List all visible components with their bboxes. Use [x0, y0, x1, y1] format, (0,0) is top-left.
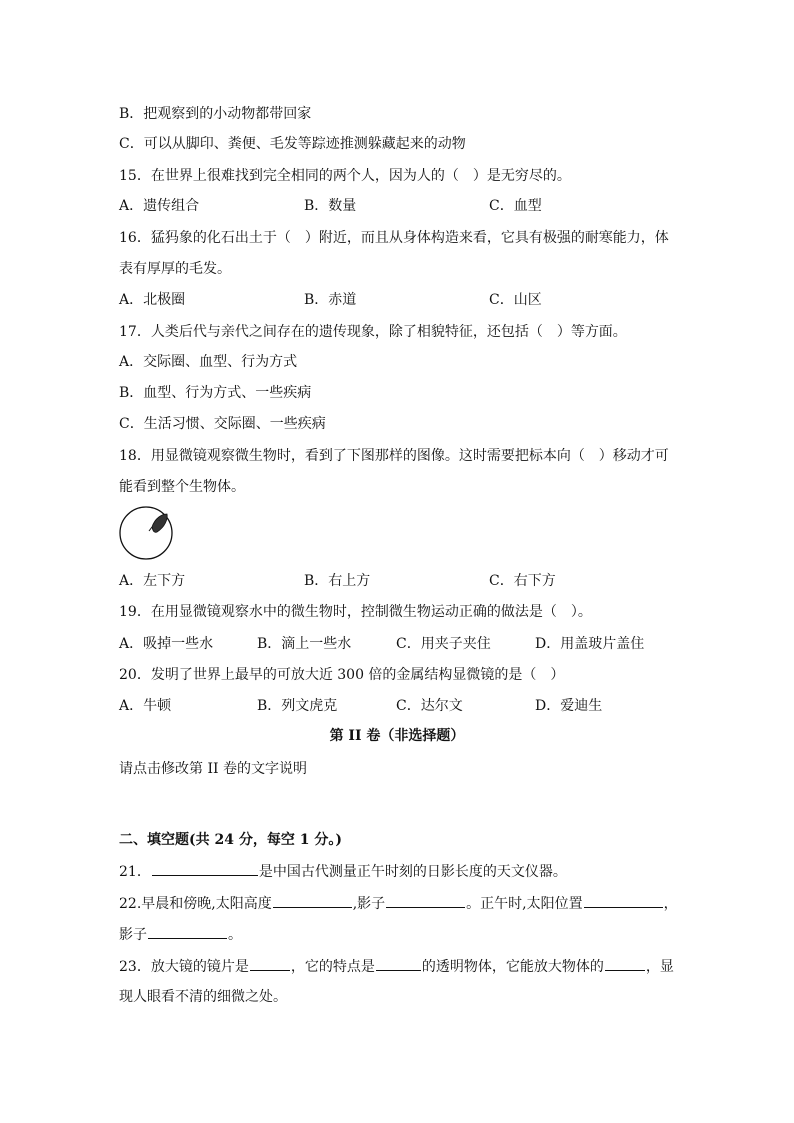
part2-note: 请点击修改第 II 卷的文字说明 [119, 761, 307, 777]
q18-option-b: B．右上方 [304, 573, 371, 589]
q19-option-b: B．滴上一些水 [257, 636, 352, 652]
q22-blank-2[interactable] [386, 893, 465, 908]
q23-line2: 现人眼看不清的细微之处。 [119, 989, 287, 1005]
q19-option-a: A．吸掉一些水 [119, 636, 214, 652]
q23-text-c: 的透明物体，它能放大物体的 [421, 959, 604, 975]
q23-text-b: ，它的特点是 [290, 959, 375, 975]
q18-option-a: A．左下方 [119, 573, 186, 589]
q22-text-f: 。 [228, 927, 242, 943]
q15-stem: 15．在世界上很难找到完全相同的两个人，因为人的（ ）是无穷尽的。 [119, 168, 571, 184]
q18-option-c: C．右下方 [489, 573, 556, 589]
q22-text-d: ， [663, 896, 678, 912]
section2-heading: 二、填空题(共 24 分，每空 1 分。) [119, 832, 342, 848]
microorganism-tail [149, 527, 152, 531]
q15-option-a: A．遗传组合 [119, 198, 200, 214]
q15-option-b: B．数量 [304, 198, 357, 214]
q14-option-c: C．可以从脚印、粪便、毛发等踪迹推测躲藏起来的动物 [119, 136, 466, 152]
q23-blank-1[interactable] [250, 956, 290, 971]
q21-blank[interactable] [152, 861, 258, 876]
q22-text-b: ,影子 [352, 896, 386, 912]
q22-text-a: 22.早晨和傍晚,太阳高度 [119, 896, 272, 912]
q17-stem: 17．人类后代与亲代之间存在的遗传现象，除了相貌特征，还包括（ ）等方面。 [119, 324, 627, 340]
q16-stem-line1: 16．猛犸象的化石出土于（ ）附近，而且从身体构造来看，它具有极强的耐寒能力，体 [119, 230, 669, 246]
q16-option-a: A．北极圈 [119, 292, 186, 308]
q18-stem-line2: 能看到整个生物体。 [119, 479, 245, 495]
q20-stem: 20．发明了世界上最早的可放大近 300 倍的金属结构显微镜的是（ ） [119, 667, 565, 683]
q16-stem-line2: 表有厚厚的毛发。 [119, 261, 231, 277]
q20-option-c: C．达尔文 [396, 698, 463, 714]
q23-line1 [119, 956, 674, 977]
part2-title: 第 II 卷（非选择题） [329, 728, 465, 744]
microorganism-shape [152, 514, 167, 532]
q21-text: 是中国古代测量正午时刻的日影长度的天文仪器。 [258, 864, 567, 880]
q19-stem: 19．在用显微镜观察水中的微生物时，控制微生物运动正确的做法是（ ）。 [119, 604, 592, 620]
q16-option-c: C．山区 [489, 292, 542, 308]
q22-line2 [119, 924, 242, 945]
q23-text-d: ，显 [645, 959, 674, 975]
q20-option-b: B．列文虎克 [257, 698, 338, 714]
q23-text-a: 23．放大镜的镜片是 [119, 959, 249, 975]
q23-blank-2[interactable] [376, 956, 421, 971]
q22-blank-3[interactable] [584, 893, 663, 908]
q20-option-a: A．牛顿 [119, 698, 172, 714]
q22-line1 [119, 893, 678, 914]
q18-stem-line1: 18．用显微镜观察微生物时，看到了下图那样的图像。这时需要把标本向（ ）移动才可 [119, 448, 669, 464]
q22-blank-1[interactable] [273, 893, 352, 908]
q14-option-b: B．把观察到的小动物都带回家 [119, 106, 312, 122]
microscope-view-figure [119, 505, 175, 561]
q15-option-c: C．血型 [489, 198, 542, 214]
q20-option-d: D．爱迪生 [535, 698, 603, 714]
q21-line [119, 861, 567, 882]
q22-blank-4[interactable] [148, 924, 227, 939]
q19-option-c: C．用夹子夹住 [396, 636, 491, 652]
q23-blank-3[interactable] [605, 956, 645, 971]
q17-option-c: C．生活习惯、交际圈、一些疾病 [119, 416, 326, 432]
q17-option-a: A．交际圈、血型、行为方式 [119, 354, 298, 370]
q22-text-e: 影子 [119, 927, 147, 943]
q17-option-b: B．血型、行为方式、一些疾病 [119, 385, 312, 401]
q16-option-b: B．赤道 [304, 292, 357, 308]
q19-option-d: D．用盖玻片盖住 [535, 636, 645, 652]
q21-number: 21． [119, 864, 151, 880]
q22-text-c: 。正午时,太阳位置 [466, 896, 583, 912]
